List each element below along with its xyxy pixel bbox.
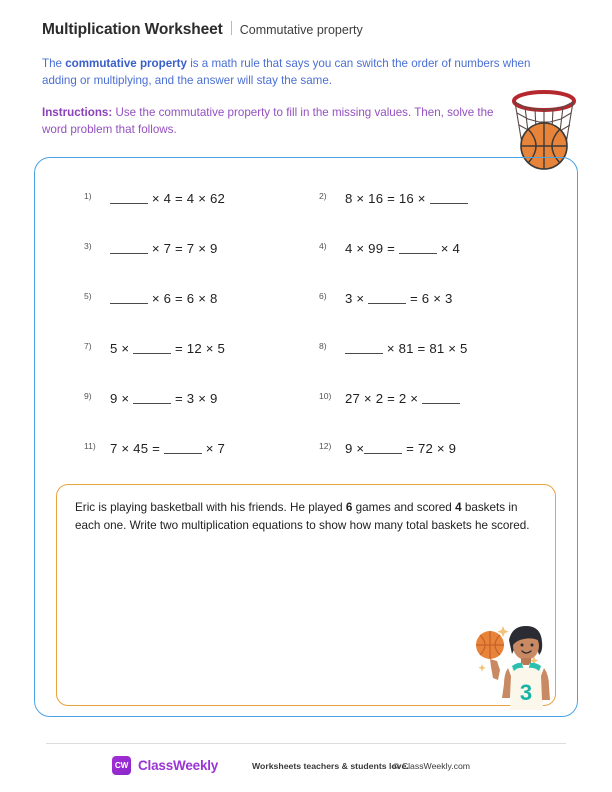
word-problem-part1: Eric is playing basketball with his friends. He played — [75, 501, 346, 514]
answer-blank[interactable] — [345, 341, 383, 354]
footer-copyright: © ClassWeekly.com — [393, 761, 471, 771]
problem-equation — [110, 440, 225, 456]
answer-blank[interactable] — [430, 191, 468, 204]
equation-after: × 4 = 4 × 62 — [148, 191, 226, 206]
problem-item-10 — [319, 390, 460, 414]
answer-blank[interactable] — [110, 291, 148, 304]
description-pre: The — [42, 57, 66, 70]
brand-name: ClassWeekly — [138, 758, 219, 773]
answer-blank[interactable] — [399, 241, 437, 254]
problem-equation — [110, 340, 225, 356]
footer-divider — [46, 743, 566, 744]
problem-item-2 — [319, 190, 468, 214]
equation-after: = 3 × 9 — [171, 391, 218, 406]
answer-blank[interactable] — [364, 441, 402, 454]
answer-blank[interactable] — [368, 291, 406, 304]
title-subtitle: Commutative property — [239, 23, 363, 37]
description-text — [42, 55, 542, 89]
word-problem-part2: games and scored — [352, 501, 456, 514]
answer-blank[interactable] — [422, 391, 460, 404]
problem-equation — [110, 290, 218, 306]
problem-number: 12) — [319, 441, 332, 451]
description-bold: commutative property — [65, 57, 187, 70]
footer-tagline: Worksheets teachers & students love. — [252, 761, 409, 771]
equation-before: 4 × 99 = — [345, 241, 399, 256]
equation-after: = 6 × 3 — [406, 291, 453, 306]
problem-item-12 — [319, 440, 456, 464]
answer-blank[interactable] — [164, 441, 202, 454]
problem-number: 11) — [84, 441, 96, 451]
word-problem-baskets-count: 4 — [455, 501, 462, 514]
instructions-label: Instructions: — [42, 106, 113, 120]
header — [42, 20, 572, 138]
answer-blank[interactable] — [133, 391, 171, 404]
title-divider-icon — [231, 21, 232, 35]
problem-equation — [345, 340, 468, 356]
problem-item-4 — [319, 240, 460, 264]
jersey-number: 3 — [519, 680, 533, 705]
answer-blank[interactable] — [133, 341, 171, 354]
equation-before: 8 × 16 = 16 × — [345, 191, 430, 206]
equation-before: 27 × 2 = 2 × — [345, 391, 423, 406]
classweekly-logo-icon: CW — [112, 756, 131, 775]
answer-blank[interactable] — [110, 241, 148, 254]
problem-item-3 — [84, 240, 218, 264]
footer-brand — [112, 756, 218, 775]
equation-before: 9 × — [345, 441, 365, 456]
problem-equation — [110, 390, 218, 406]
problem-item-11 — [84, 440, 225, 464]
problem-equation — [345, 440, 456, 456]
equation-before: 3 × — [345, 291, 369, 306]
problem-number: 3) — [84, 241, 92, 251]
equation-before: 9 × — [110, 391, 134, 406]
equation-after: × 7 = 7 × 9 — [148, 241, 218, 256]
problem-equation — [110, 190, 225, 206]
equation-after: = 12 × 5 — [171, 341, 226, 356]
problem-number: 6) — [319, 291, 327, 301]
equation-after: × 81 = 81 × 5 — [383, 341, 468, 356]
equation-after: × 4 — [436, 241, 461, 256]
equation-before: 7 × 45 = — [110, 441, 164, 456]
problem-equation — [345, 240, 460, 256]
problem-number: 7) — [84, 341, 92, 351]
problems-grid — [34, 178, 578, 468]
problem-number: 1) — [84, 191, 92, 201]
word-problem-text — [75, 499, 537, 535]
basketball-player-icon — [462, 618, 562, 710]
problem-item-8 — [319, 340, 468, 364]
problem-equation — [110, 240, 218, 256]
equation-after: × 6 = 6 × 8 — [148, 291, 218, 306]
problem-number: 8) — [319, 341, 327, 351]
problem-number: 4) — [319, 241, 327, 251]
problem-item-1 — [84, 190, 225, 214]
problem-item-7 — [84, 340, 225, 364]
equation-after: = 72 × 9 — [402, 441, 457, 456]
problem-item-9 — [84, 390, 218, 414]
problem-number: 10) — [319, 391, 332, 401]
title-main: Multiplication Worksheet — [42, 21, 223, 38]
page-title — [42, 20, 572, 39]
answer-blank[interactable] — [110, 191, 148, 204]
word-problem-games-count: 6 — [345, 501, 353, 514]
problem-equation — [345, 390, 460, 406]
problem-equation — [345, 190, 468, 206]
problem-equation — [345, 290, 453, 306]
instructions-text — [42, 104, 512, 138]
instructions-body: Use the commutative property to fill in the missing values. Then, solve the word problem that follows. — [42, 106, 494, 137]
equation-before: 5 × — [110, 341, 134, 356]
problem-item-5 — [84, 290, 218, 314]
problem-number: 2) — [319, 191, 327, 201]
problem-number: 5) — [84, 291, 92, 301]
problem-number: 9) — [84, 391, 92, 401]
problem-item-6 — [319, 290, 453, 314]
word-problem-part3: baskets in each one. Write two multiplication equations to show how many total baskets he scored. — [75, 501, 530, 533]
description-post: is a math rule that says you can switch the order of numbers when adding or multiplying, and the answer will stay the same. — [42, 57, 531, 88]
equation-after: × 7 — [201, 441, 226, 456]
